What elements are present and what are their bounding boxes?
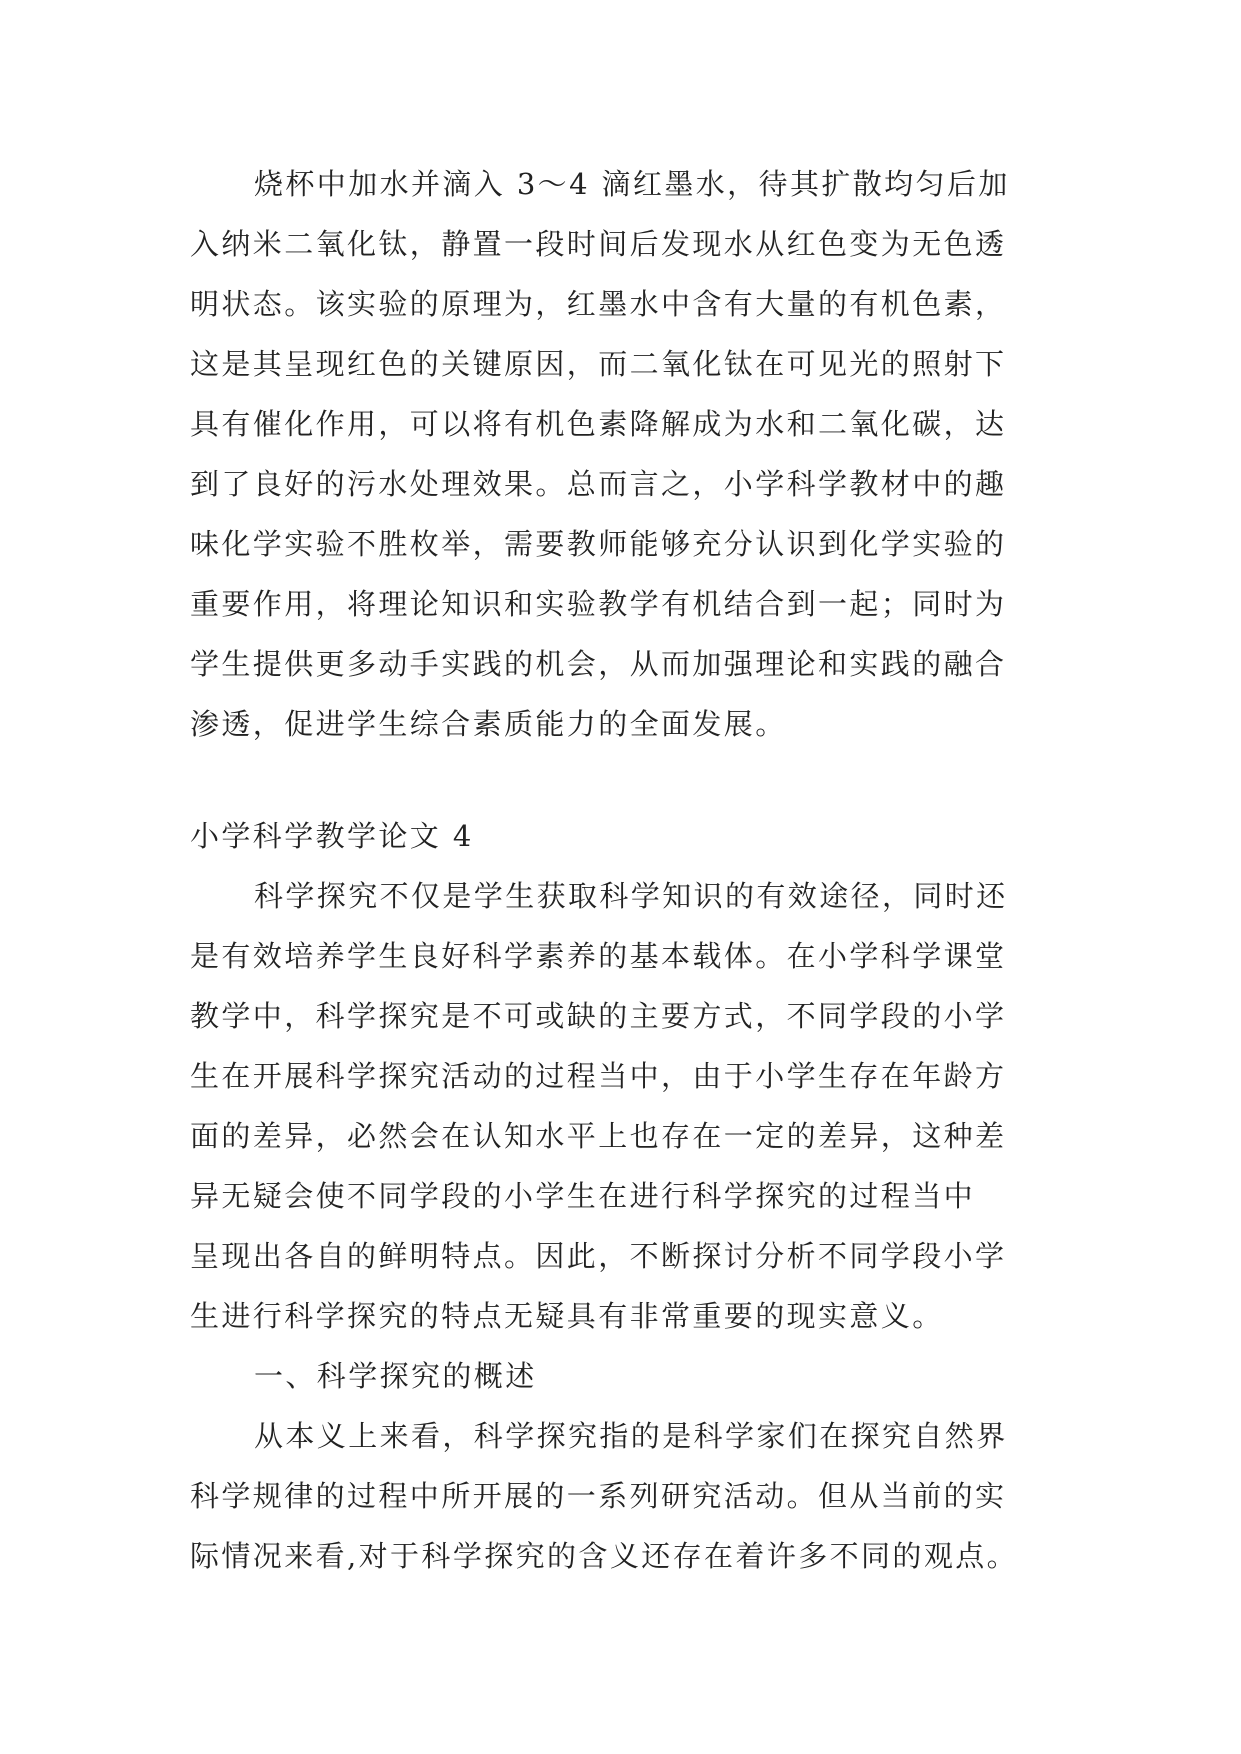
text-line: 异无疑会使不同学段的小学生在进行科学探究的过程当中 — [190, 1179, 976, 1213]
text-line: 渗透，促进学生综合素质能力的全面发展。 — [190, 707, 787, 741]
text-line: 学生提供更多动手实践的机会，从而加强理论和实践的融合 — [190, 647, 1007, 681]
text-line: 明状态。该实验的原理为，红墨水中含有大量的有机色素， — [190, 287, 1007, 321]
text-line: 是有效培养学生良好科学素养的基本载体。在小学科学课堂 — [190, 939, 1007, 973]
text-line: 生进行科学探究的特点无疑具有非常重要的现实意义。 — [190, 1299, 944, 1333]
subheading: 一、科学探究的概述 — [254, 1359, 537, 1393]
text-line: 到了良好的污水处理效果。总而言之，小学科学教材中的趣 — [190, 467, 1007, 501]
text-line: 面的差异，必然会在认知水平上也存在一定的差异，这种差 — [190, 1119, 1007, 1153]
paragraph-inquiry-definition — [190, 1406, 1052, 1586]
paragraph-experiment-conclusion — [190, 154, 1052, 754]
section-title: 小学科学教学论文 4 — [190, 819, 474, 853]
text-line: 生在开展科学探究活动的过程当中，由于小学生存在年龄方 — [190, 1059, 1007, 1093]
text-line: 烧杯中加水并滴入 3～4 滴红墨水，待其扩散均匀后加 — [254, 167, 1010, 201]
text-line: 呈现出各自的鲜明特点。因此，不断探讨分析不同学段小学 — [190, 1239, 1007, 1273]
text-line: 味化学实验不胜枚举，需要教师能够充分认识到化学实验的 — [190, 527, 1007, 561]
document-body — [190, 154, 1052, 1586]
text-line: 这是其呈现红色的关键原因，而二氧化钛在可见光的照射下 — [190, 347, 1007, 381]
text-line: 科学探究不仅是学生获取科学知识的有效途径，同时还 — [254, 879, 1008, 913]
text-line: 际情况来看,对于科学探究的含义还存在着许多不同的观点。 — [190, 1539, 1019, 1573]
text-line: 从本义上来看，科学探究指的是科学家们在探究自然界 — [254, 1419, 1008, 1453]
text-line: 入纳米二氧化钛，静置一段时间后发现水从红色变为无色透 — [190, 227, 1007, 261]
text-line: 具有催化作用，可以将有机色素降解成为水和二氧化碳，达 — [190, 407, 1007, 441]
text-line: 科学规律的过程中所开展的一系列研究活动。但从当前的实 — [190, 1479, 1007, 1513]
paragraph-science-inquiry-intro — [190, 866, 1052, 1346]
text-line: 重要作用，将理论知识和实验教学有机结合到一起；同时为 — [190, 587, 1007, 621]
text-line: 教学中，科学探究是不可或缺的主要方式，不同学段的小学 — [190, 999, 1007, 1033]
